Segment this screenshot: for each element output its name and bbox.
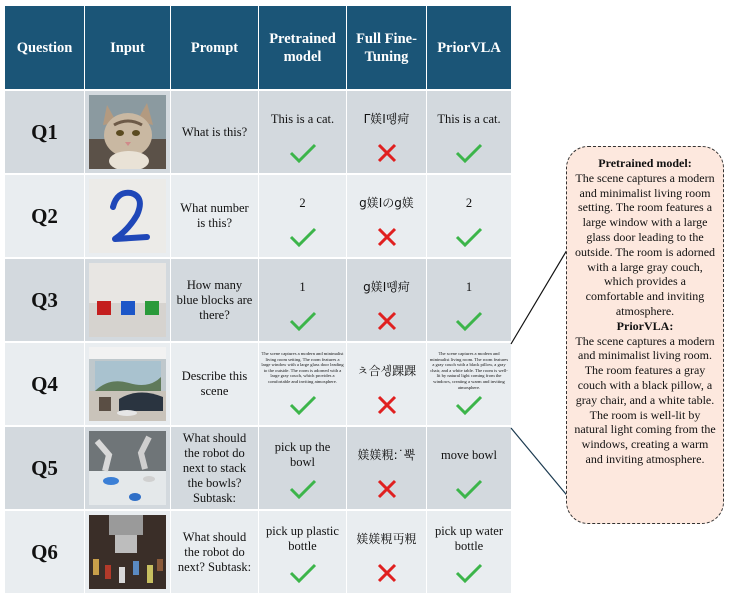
header-pretrained: Pretrained model (259, 6, 347, 89)
prompt-text: What number is this? (180, 201, 249, 230)
finetune-answer: Γ媄Ι뗑疴 (363, 111, 410, 126)
question-id: Q3 (31, 287, 58, 312)
pretrained-answer: 1 (299, 279, 306, 294)
callout-text-pretrained: The scene captures a modern and minimalist living room setting. The room features a large window with a large glass door leading to the outside. The room is adorned with a large gray couch, which provides a comfortable and inviting atmosphere. (574, 170, 716, 318)
prompt-text: Describe this scene (181, 369, 248, 398)
finetune-answer: 媄媄粯:˙뿍 (357, 447, 416, 462)
finetune-answer: g媄Ι뗑疴 (363, 279, 410, 294)
callout-heading-pretrained: Pretrained model: (598, 156, 692, 170)
finetune-answer: g媄Ιのg媄 (359, 195, 414, 210)
callout-heading-priorvla: PriorVLA: (616, 318, 674, 333)
prompt-text: What should the robot do next? Subtask: (177, 529, 252, 574)
finetune-answer: 媄媄粯丏粯 (356, 531, 417, 546)
header-question: Question (5, 6, 85, 89)
header-prompt: Prompt (171, 6, 259, 89)
priorvla-answer: The scene captures a modern and minimalist living room. The room features a gray couch with a black pillow, a gray chair, and a white table. The room is well-lit by natural light coming from the windows, creating a warm and inviting atmosphere. (429, 351, 509, 390)
priorvla-answer: move bowl (441, 447, 497, 462)
priorvla-answer: 2 (465, 195, 473, 210)
priorvla-answer: pick up water bottle (434, 524, 504, 553)
finetune-answer: ㅊ合셍踝踝 (356, 363, 417, 378)
pretrained-answer: This is a cat. (270, 111, 335, 126)
header-full-finetune: Full Fine-Tuning (347, 6, 427, 89)
prompt-text: What should the robot do next to stack the bowls? Subtask: (182, 430, 247, 505)
question-id: Q6 (31, 539, 58, 564)
header-priorvla: PriorVLA (437, 39, 501, 56)
header-input: Input (85, 6, 171, 89)
pretrained-answer: 2 (299, 195, 306, 210)
question-id: Q5 (31, 455, 58, 480)
question-id: Q1 (31, 119, 58, 144)
question-id: Q4 (31, 371, 58, 396)
priorvla-answer: This is a cat. (437, 111, 501, 126)
priorvla-answer: 1 (465, 279, 473, 294)
question-id: Q2 (31, 203, 58, 228)
description-callout (566, 146, 724, 524)
prompt-text: What is this? (181, 124, 248, 139)
callout-text-priorvla: The scene captures a modern and minimalist living room. The room features a gray couch with a black pillow, a gray chair, and a white table. The room is well-lit by natural light coming from the windows, creating a warm and inviting atmosphere. (574, 333, 716, 466)
pretrained-answer: The scene captures a modern and minimalist living room setting. The room features a large window with a large glass door leading to the outside. The room is adorned with a large gray couch, which provides a comfortable and inviting atmosphere. (261, 351, 344, 384)
pretrained-answer: pick up plastic bottle (266, 524, 339, 553)
prompt-text: How many blue blocks are there? (176, 277, 253, 322)
pretrained-answer: pick up the bowl (274, 440, 331, 469)
